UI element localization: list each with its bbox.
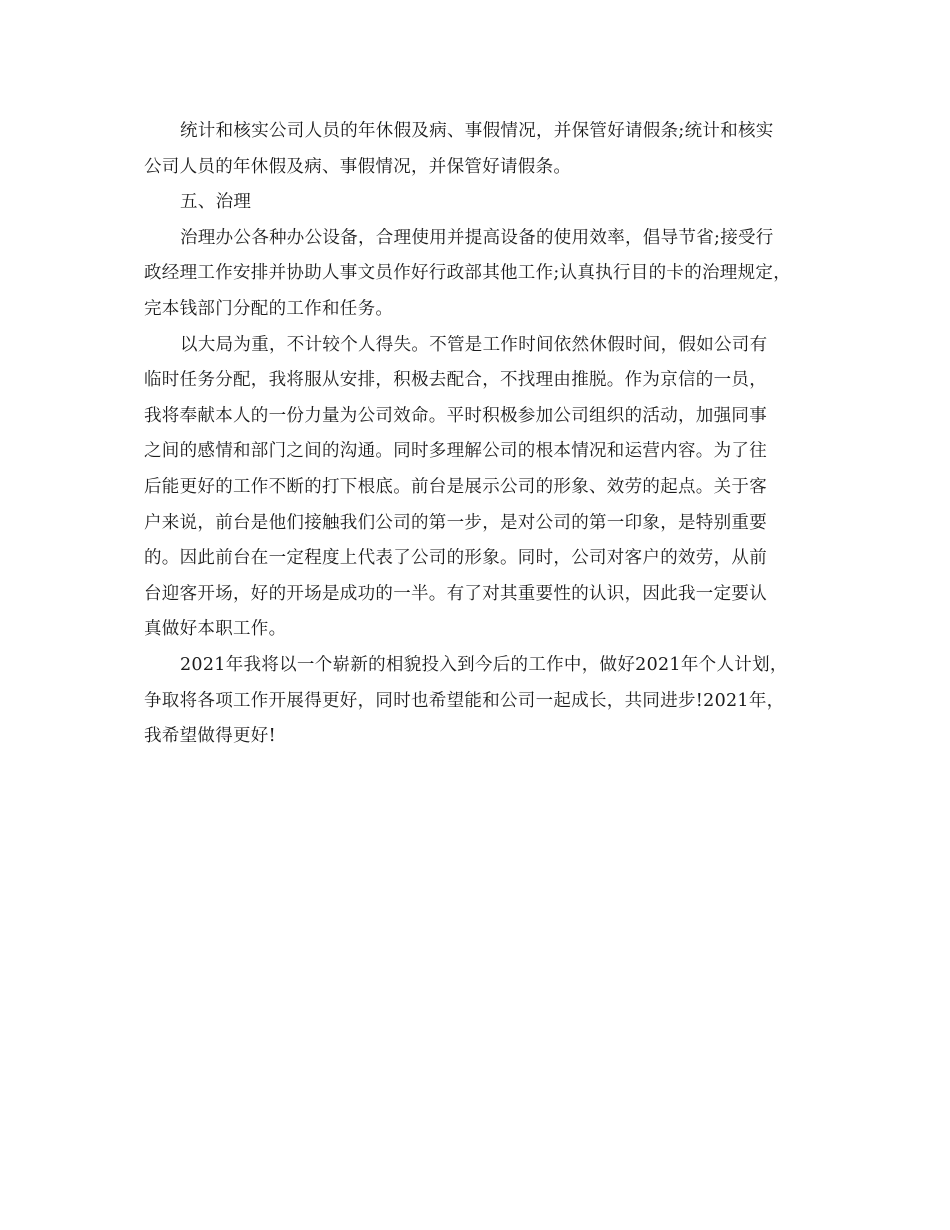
text-line: 我将奉献本人的一份力量为公司效命。平时积极参加公司组织的活动，加强同事 — [144, 405, 767, 426]
text-line: 争取将各项工作开展得更好，同时也希望能和公司一起成长，共同进步!2021年， — [144, 690, 785, 711]
paragraph-overall-attitude — [144, 328, 814, 648]
text-line: 公司人员的年休假及病、事假情况，并保管好请假条。 — [144, 156, 572, 177]
text-line: 的。因此前台在一定程度上代表了公司的形象。同时，公司对客户的效劳，从前 — [144, 548, 767, 569]
paragraph-office-equipment — [144, 221, 814, 328]
text-line: 真做好本职工作。 — [144, 619, 287, 640]
text-line: 完本钱部门分配的工作和任务。 — [144, 298, 394, 319]
paragraph-leave-statistics — [144, 114, 814, 185]
text-line: 台迎客开场，好的开场是成功的一半。有了对其重要性的认识，因此我一定要认 — [144, 583, 767, 604]
text-line: 我希望做得更好! — [144, 726, 276, 747]
text-line: 统计和核实公司人员的年休假及病、事假情况，并保管好请假条;统计和核实 — [180, 121, 774, 141]
paragraph-new-year-plan — [144, 648, 814, 755]
text-line: 后能更好的工作不断的打下根底。前台是展示公司的形象、效劳的起点。关于客 — [144, 476, 767, 497]
text-line: 之间的感情和部门之间的沟通。同时多理解公司的根本情况和运营内容。为了往 — [144, 441, 767, 462]
text-line: 2021年我将以一个崭新的相貌投入到今后的工作中，做好2021年个人计划， — [180, 654, 788, 675]
text-line: 五、治理 — [180, 192, 252, 213]
text-line: 以大局为重，不计较个人得失。不管是工作时间依然休假时间，假如公司有 — [180, 334, 768, 355]
text-line: 户来说，前台是他们接触我们公司的第一步，是对公司的第一印象，是特别重要 — [144, 512, 767, 533]
text-line: 治理办公各种办公设备，合理使用并提高设备的使用效率，倡导节省;接受行 — [180, 227, 774, 248]
section-heading-management — [144, 185, 814, 221]
document-body — [144, 114, 814, 755]
text-line: 临时任务分配，我将服从安排，积极去配合，不找理由推脱。作为京信的一员， — [144, 370, 767, 391]
text-line: 政经理工作安排并协助人事文员作好行政部其他工作;认真执行目的卡的治理规定， — [144, 263, 791, 284]
